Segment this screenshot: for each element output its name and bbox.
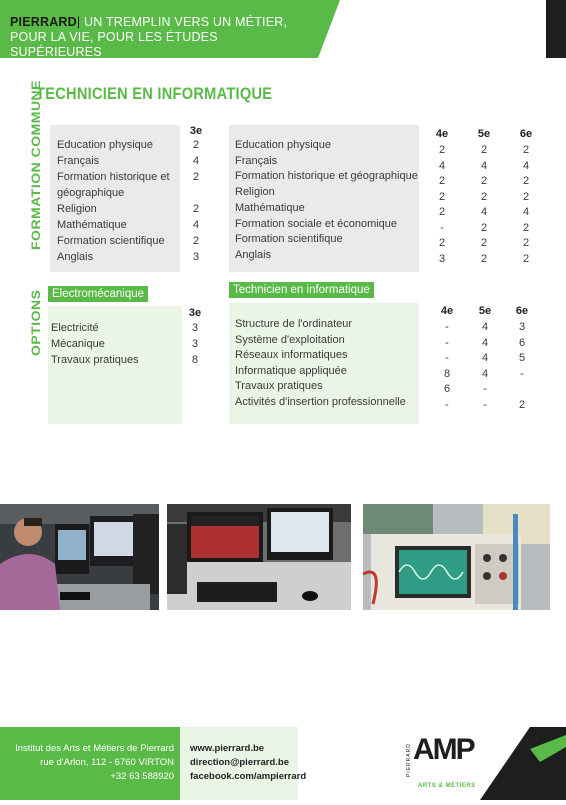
subject-hours: 2 — [522, 237, 530, 249]
logo-subtitle: ARTS & MÉTIERS — [418, 783, 476, 789]
subject-hours: - — [483, 383, 487, 395]
subject-label: Travaux pratiques — [235, 380, 323, 393]
subject-hours: 2 — [518, 398, 526, 411]
subject-hours: 2 — [438, 175, 446, 187]
subject-hours: - — [520, 367, 524, 380]
subject-label: Français — [57, 155, 100, 167]
subject-label: Formation historique et géographique — [235, 170, 418, 183]
subject-hours: 2 — [438, 206, 446, 218]
subject-hours: 2 — [438, 190, 446, 203]
subject-label: géographique — [57, 187, 125, 199]
subject-label: Réseaux informatiques — [235, 349, 348, 362]
footer-address — [0, 742, 174, 784]
subject-hours: 4 — [481, 321, 489, 333]
subject-hours: 6 — [518, 336, 526, 349]
grade-header: 5e — [478, 305, 492, 317]
subject-hours: 4 — [480, 159, 488, 172]
subject-hours: - — [445, 336, 449, 349]
subject-hours: 2 — [480, 252, 488, 265]
subject-label: Religion — [57, 203, 97, 215]
subject-hours: 2 — [192, 203, 200, 215]
subject-hours: 4 — [438, 159, 446, 172]
subject-hours: 3 — [438, 252, 446, 265]
option-3e-header: 3e — [188, 307, 202, 319]
header-tagline: PIERRARD| UN TREMPLIN VERS UN MÉTIER, POUR LA VIE, POUR LES ÉTUDES SUPÉRIEURES — [10, 15, 288, 59]
subject-hours: 2 — [192, 171, 200, 183]
subject-label: Travaux pratiques — [51, 354, 139, 366]
footer-contact — [190, 742, 306, 784]
subject-hours: 2 — [522, 190, 530, 203]
subject-label: Formation historique et — [57, 171, 170, 183]
subject-label: Education physique — [235, 139, 332, 151]
subject-label: Anglais — [235, 248, 272, 261]
subject-hours: - — [445, 398, 449, 411]
logo-mark: AMP — [413, 733, 474, 766]
subject-hours: 2 — [438, 237, 446, 249]
footer-address-line-2: rue d'Arlon, 112 - 6760 VIRTON — [40, 757, 174, 768]
footer-facebook-link[interactable]: facebook.com/ampierrard — [190, 771, 307, 782]
footer-address-line-3: +32 63 588920 — [110, 771, 174, 782]
subject-label: Français — [235, 154, 278, 167]
subject-label: Anglais — [57, 251, 94, 263]
subject-hours: - — [440, 221, 444, 234]
grade-header: 5e — [477, 128, 491, 140]
subject-hours: - — [445, 352, 449, 364]
subject-hours: 2 — [522, 221, 530, 234]
subject-hours: 4 — [481, 336, 489, 349]
subject-label: Formation scientifique — [235, 233, 343, 246]
grade-header: 4e — [440, 305, 454, 317]
subject-hours: 2 — [522, 144, 530, 156]
footer-address-line-1: Institut des Arts et Métiers de Pierrard — [15, 743, 174, 754]
tagline-line-1: UN TREMPLIN VERS UN MÉTIER, — [84, 15, 288, 29]
subject-hours: 2 — [522, 175, 530, 187]
subject-hours: 4 — [522, 206, 530, 218]
amp-logo — [380, 727, 566, 800]
grade-header: 4e — [435, 128, 449, 140]
subject-hours: 4 — [481, 352, 489, 364]
subject-hours: 4 — [481, 367, 489, 380]
subject-hours: 2 — [192, 235, 200, 247]
subject-label: Informatique appliquée — [235, 364, 347, 377]
corner-decoration — [546, 0, 566, 58]
subject-hours: 4 — [522, 159, 530, 172]
subject-hours: 4 — [192, 155, 200, 167]
subject-hours: - — [483, 398, 487, 411]
option-3e-tag: Electromécanique — [48, 286, 148, 302]
grade-header: 6e — [519, 128, 533, 140]
subject-label: Education physique — [57, 139, 154, 151]
photo-computer-lab — [167, 504, 351, 610]
subject-hours: 4 — [192, 219, 200, 231]
subject-hours: 3 — [518, 321, 526, 333]
subject-hours: 3 — [191, 338, 199, 350]
photo-student-at-computer — [0, 504, 159, 610]
subject-label: Mathématique — [57, 219, 127, 231]
common-3e-header: 3e — [189, 125, 203, 137]
subject-label: Système d'exploitation — [235, 333, 345, 346]
subject-hours: - — [445, 321, 449, 333]
subject-hours: 4 — [480, 206, 488, 218]
subject-hours: 2 — [480, 144, 488, 156]
subject-label: Mathématique — [235, 201, 305, 214]
side-label-options: OPTIONS — [29, 289, 43, 356]
subject-hours: 8 — [191, 354, 199, 366]
footer-email-link[interactable]: direction@pierrard.be — [190, 757, 290, 768]
subject-hours: 2 — [522, 252, 530, 265]
subject-hours: 2 — [192, 139, 200, 151]
side-label-common: FORMATION COMMUNE — [29, 80, 43, 250]
subject-label: Formation scientifique — [57, 235, 165, 247]
footer-web-link[interactable]: www.pierrard.be — [190, 743, 265, 754]
brand-name: PIERRARD — [10, 15, 77, 29]
logo-vertical-text: PIERRARD — [406, 743, 412, 777]
subject-hours: 2 — [480, 237, 488, 249]
subject-hours: 5 — [518, 352, 526, 364]
subject-label: Formation sociale et économique — [235, 217, 398, 230]
subject-label: Structure de l'ordinateur — [235, 318, 353, 330]
subject-hours: 2 — [480, 175, 488, 187]
subject-hours: 3 — [192, 251, 200, 263]
grade-header: 6e — [515, 305, 529, 317]
subject-label: Mécanique — [51, 338, 105, 350]
subject-hours: 6 — [443, 383, 451, 395]
photo-oscilloscope — [363, 504, 550, 610]
subject-hours: 8 — [443, 367, 451, 380]
tagline-line-2: POUR LA VIE, POUR LES ÉTUDES SUPÉRIEURES — [10, 30, 218, 59]
subject-label: Activités d'insertion professionnelle — [235, 396, 406, 408]
subject-hours: 2 — [480, 221, 488, 234]
subject-hours: 3 — [191, 322, 199, 334]
subject-label: Religion — [235, 186, 275, 199]
subject-hours: 2 — [438, 144, 446, 156]
page-title: TECHNICIEN EN INFORMATIQUE — [36, 84, 273, 103]
subject-hours: 2 — [480, 190, 488, 203]
option-456-tag: Technicien en informatique — [229, 282, 374, 298]
subject-label: Electricité — [51, 322, 99, 334]
